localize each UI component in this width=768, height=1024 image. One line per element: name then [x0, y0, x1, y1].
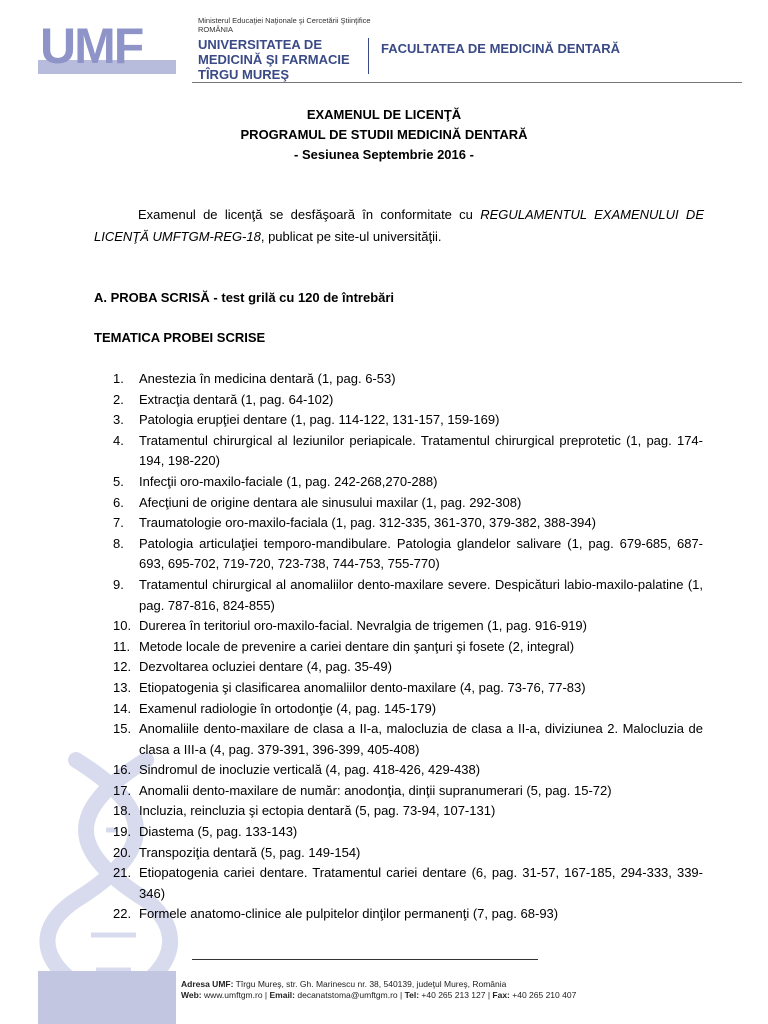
country-line: ROMÂNIA [198, 25, 234, 34]
topic-text: Patologia erupţiei dentare (1, pag. 114-122, 131-157, 159-169) [139, 412, 500, 428]
university-line-3: TÎRGU MUREŞ [198, 67, 289, 82]
topic-item [113, 616, 703, 637]
web-value[interactable]: www.umftgm.ro | [201, 990, 270, 1000]
topic-text: Extracţia dentară (1, pag. 64-102) [139, 391, 334, 407]
topic-number: 2. [113, 391, 124, 407]
topic-number: 16. [113, 762, 132, 778]
topic-number: 7. [113, 515, 124, 531]
email-label: Email: [269, 990, 295, 1000]
topic-number: 21. [113, 865, 132, 881]
fax-label: Fax: [492, 990, 510, 1000]
topic-text: Anestezia în medicina dentară (1, pag. 6-53) [139, 371, 396, 386]
topic-item [113, 493, 703, 514]
email-value[interactable]: decanatstoma@umftgm.ro | [295, 990, 405, 1000]
topic-text: Anomaliile dento-maxilare de clasa a II-a, malocluzia de clasa a II-a, diviziunea 2. Malocluzia de clasa a III-a (4, pag. 379-391, 396-399, 405-408) [139, 721, 703, 757]
title-line-3: - Sesiunea Septembrie 2016 - [294, 147, 474, 162]
topic-item [113, 699, 703, 720]
address-label: Adresa UMF: [181, 979, 234, 989]
header-separator [368, 38, 369, 74]
section-a-heading: A. PROBA SCRISĂ - test grilă cu 120 de întrebări [94, 290, 395, 305]
topic-item [113, 390, 703, 411]
topic-item [113, 431, 703, 472]
topic-number: 20. [113, 844, 132, 860]
document-title [0, 105, 768, 165]
topic-text: Tratamentul chirurgical al anomaliilor dento-maxilare severe. Despicături labio-maxilo-palatine (1, pag. 787-816, 824-855) [139, 576, 703, 613]
topic-number: 8. [113, 535, 124, 551]
topic-text: Anomalii dento-maxilare de număr: anodonţia, dinţii supranumerari (5, pag. 15-72) [139, 782, 612, 798]
topic-number: 12. [113, 659, 132, 675]
topic-number: 13. [113, 679, 132, 695]
topic-item [113, 760, 703, 781]
topic-item [113, 410, 703, 431]
topic-text: Sindromul de inocluzie verticală (4, pag. 418-426, 429-438) [139, 762, 481, 778]
footer-rule [192, 959, 538, 960]
topic-text: Diastema (5, pag. 133-143) [139, 824, 298, 840]
intro-text-end: , publicat pe site-ul universităţii. [260, 229, 442, 244]
topic-number: 14. [113, 700, 132, 716]
topic-number: 5. [113, 473, 124, 489]
topic-item [113, 472, 703, 493]
topic-text: Etiopatogenia şi clasificarea anomaliilor dento-maxilare (4, pag. 73-76, 77-83) [139, 679, 586, 695]
topic-item [113, 719, 703, 760]
topic-text: Transpoziţia dentară (5, pag. 149-154) [139, 844, 361, 860]
title-line-1: EXAMENUL DE LICENŢĂ [306, 107, 462, 122]
topics-list [113, 369, 703, 925]
header-rule [192, 82, 742, 83]
topic-item [113, 781, 703, 802]
footer-contact [181, 979, 576, 1001]
ministry-line: Ministerul Educaţiei Naţionale şi Cercetării Ştiinţifice [198, 16, 371, 25]
topic-number: 22. [113, 906, 132, 922]
topic-text: Formele anatomo-clinice ale pulpitelor dinţilor permanenţi (7, pag. 68-93) [139, 906, 559, 922]
regulation-title: REGULAMENTUL EXAMENULUI DE LICENŢĂ UMFTGM-REG-18 [94, 207, 704, 244]
tel-value: +40 265 213 127 | [419, 990, 493, 1000]
topic-item [113, 904, 703, 925]
topic-text: Etiopatogenia cariei dentare. Tratamentul cariei dentare (6, pag. 31-57, 167-185, 294-333, 339-346) [139, 865, 703, 901]
ministry-text [198, 16, 371, 34]
topic-item [113, 863, 703, 904]
tel-label: Tel: [404, 990, 420, 1000]
footer-band [38, 971, 176, 1024]
topic-number: 15. [113, 721, 132, 737]
web-label: Web: [181, 990, 202, 1000]
topic-text: Traumatologie oro-maxilo-faciala (1, pag. 312-335, 361-370, 379-382, 388-394) [139, 515, 596, 531]
topic-number: 1. [113, 371, 124, 386]
topic-item [113, 369, 703, 390]
topic-item [113, 657, 703, 678]
topic-text: Infecţii oro-maxilo-faciale (1, pag. 242-268,270-288) [139, 473, 438, 489]
topic-text: Incluzia, reincluzia şi ectopia dentară (5, pag. 73-94, 107-131) [139, 803, 496, 819]
topic-number: 3. [113, 412, 124, 428]
fax-value: +40 265 210 407 [509, 990, 577, 1000]
topic-number: 19. [113, 824, 132, 840]
topic-number: 17. [113, 782, 132, 798]
topic-text: Afecţiuni de origine dentara ale sinusului maxilar (1, pag. 292-308) [139, 494, 522, 510]
topic-item [113, 822, 703, 843]
university-line-2: MEDICINĂ ŞI FARMACIE [198, 52, 350, 67]
topic-text: Dezvoltarea ocluziei dentare (4, pag. 35-49) [139, 659, 392, 675]
topic-item [113, 575, 703, 616]
topic-item [113, 678, 703, 699]
topics-heading: TEMATICA PROBEI SCRISE [94, 330, 266, 345]
title-line-2: PROGRAMUL DE STUDII MEDICINĂ DENTARĂ [240, 127, 528, 142]
topic-text: Patologia articulaţiei temporo-mandibulare. Patologia glandelor salivare (1, pag. 679-685, 687-693, 695-702, 719-720, 723-738, 744-753, 755-770) [139, 535, 703, 572]
topic-number: 4. [113, 432, 124, 448]
intro-paragraph [94, 204, 704, 248]
topic-number: 6. [113, 494, 124, 510]
topic-item [113, 843, 703, 864]
topic-item [113, 513, 703, 534]
address-value: Tîrgu Mureş, str. Gh. Marinescu nr. 38, 540139, judeţul Mureş, România [233, 979, 507, 989]
topic-item [113, 801, 703, 822]
intro-text: Examenul de licenţă se desfăşoară în conformitate cu [138, 207, 481, 222]
umf-logo: UMF [40, 18, 143, 74]
university-line-1: UNIVERSITATEA DE [198, 37, 322, 52]
topic-text: Metode locale de prevenire a cariei dentare din şanţuri şi fosete (2, integral) [139, 638, 575, 654]
topic-text: Examenul radiologie în ortodonţie (4, pag. 145-179) [139, 700, 437, 716]
university-name [198, 37, 350, 82]
topic-item [113, 534, 703, 575]
topic-number: 9. [113, 576, 124, 592]
topic-item [113, 637, 703, 658]
topic-number: 18. [113, 803, 132, 819]
topic-text: Tratamentul chirurgical al leziunilor periapicale. Tratamentul chirurgical preprotetic (1, pag. 174-194, 198-220) [139, 432, 703, 469]
topic-text: Durerea în teritoriul oro-maxilo-facial. Nevralgia de trigemen (1, pag. 916-919) [139, 618, 587, 634]
topic-number: 11. [113, 638, 131, 654]
faculty-name: FACULTATEA DE MEDICINĂ DENTARĂ [381, 41, 621, 56]
topic-number: 10. [113, 618, 132, 634]
